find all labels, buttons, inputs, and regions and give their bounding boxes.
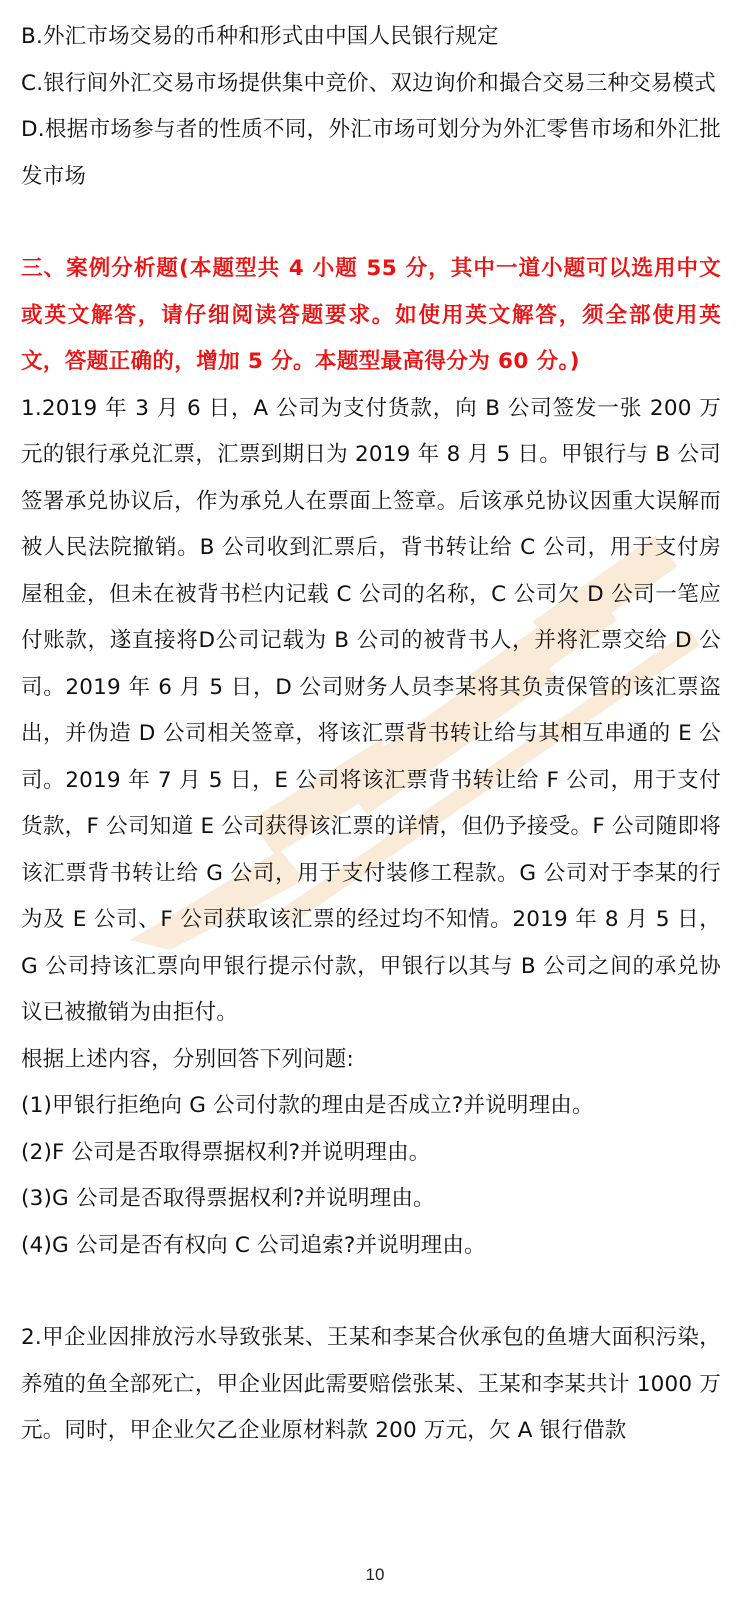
option-c: C.银行间外汇交易市场提供集中竞价、双边询价和撮合交易三种交易模式 [21, 70, 716, 96]
case-two-text: 2.甲企业因排放污水导致张某、王某和李某合伙承包的鱼塘大面积污染，养殖的鱼全部死亡，甲企业因此需要赔偿张某、王某和李某共计 1000 万元。同时，甲企业欠乙企业原材料款 200 万元，欠 A 银行借款 [21, 1325, 721, 1443]
case-one-question-2: (2)F 公司是否取得票据权利?并说明理由。 [21, 1139, 431, 1165]
case-one-question-3: (3)G 公司是否取得票据权利?并说明理由。 [21, 1186, 435, 1211]
case-one-text: 1.2019 年 3 月 6 日，A 公司为支付货款，向 B 公司签发一张 200 万元的银行承兑汇票，汇票到期日为 2019 年 8 月 5 日。甲银行与 B 公司签署承兑协议后，作为承兑人在票面上签章。后该承兑协议因重大误解而被人民法院撤销。B 公司收到汇票后，背书转让给 C 公司，用于支付房屋租金，但未在被背书栏内记载 C 公司的名称，C 公司欠 D 公司一笔应付账款，遂直接将D公司记载为 B 公司的被背书人，并将汇票交给 D 公司。2019 年 6 月 5 日，D 公司财务人员李某将其负责保管的该汇票盗出，并伪造 D 公司相关签章，将该汇票背书转让给与其相互串通的 E 公司。2019 年 7 月 5 日，E 公司将该汇票背书转让给 F 公司，用于支付货款，F 公司知道 E 公司获得该汇票的详情，但仍予接受。F 公司随即将该汇票背书转让给 G 公司，用于支付装修工程款。G 公司对于李某的行为及 E 公司、F 公司获取该汇票的经过均不知情。2019 年 8 月 5 日，G 公司持该汇票向甲银行提示付款，甲银行以其与 B 公司之间的承兑协议已被撤销为由拒付。 [21, 395, 721, 1025]
document-body [21, 14, 721, 1455]
case-one-prompt: 根据上述内容，分别回答下列问题: [21, 1046, 354, 1072]
option-d: D.根据市场参与者的性质不同，外汇市场可划分为外汇零售市场和外汇批发市场 [21, 117, 721, 189]
section-three-heading: 三、案例分析题(本题型共 4 小题 55 分，其中一道小题可以选用中文或英文解答，请仔细阅读答题要求。如使用英文解答，须全部使用英文，答题正确的，增加 5 分。本题型最高得分为 60 分。) [21, 256, 721, 374]
case-one-question-4: (4)G 公司是否有权向 C 公司追索?并说明理由。 [21, 1232, 486, 1258]
case-one-question-1: (1)甲银行拒绝向 G 公司付款的理由是否成立?并说明理由。 [21, 1093, 594, 1118]
option-b: B.外汇市场交易的币种和形式由中国人民银行规定 [21, 24, 499, 49]
page-number: 10 [365, 1565, 385, 1584]
